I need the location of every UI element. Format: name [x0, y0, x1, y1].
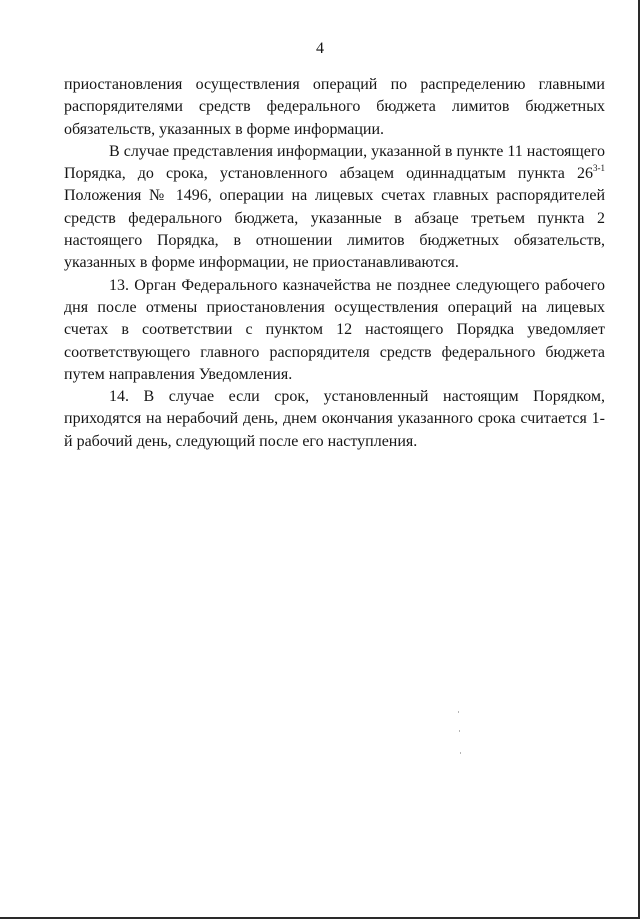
paragraph-text-before-superscript: В случае представления информации, указанной в пункте 11 настоящего Порядка, до срока, установленного абзацем одиннадцатым пункта 26	[64, 142, 605, 183]
document-body	[64, 74, 605, 453]
paragraph-item-14: 14. В случае если срок, установленный настоящим Порядком, приходятся на нерабочий день, днем окончания указанного срока считается 1-й рабочий день, следующий после его наступления.	[64, 388, 605, 450]
paragraph-continuation: приостановления осуществления операций по распределению главными распорядителями средств федерального бюджета лимитов бюджетных обязательств, указанных в форме информации.	[64, 76, 605, 138]
paragraph-item-13: 13. Орган Федерального казначейства не позднее следующего рабочего дня после отмены приостановления осуществления операций на лицевых счетах в соответствии с пунктом 12 настоящего Порядка уведомляет соответствующего главного распорядителя средств федерального бюджета путем направления Уведомления.	[64, 276, 605, 383]
superscript-reference: 3-1	[593, 163, 605, 174]
scan-speck	[458, 711, 459, 713]
paragraph-deadline-exception	[64, 141, 605, 275]
paragraph-text-after-superscript: Положения № 1496, операции на лицевых счетах главных распорядителей средств федерального бюджета, указанные в абзаце третьем пункта 2 настоящего Порядка, в отношении лимитов бюджетных обязательств, указанных в форме информации, не приостанавливаются.	[64, 187, 605, 272]
page-number: 4	[316, 40, 324, 57]
scan-speck	[460, 752, 461, 754]
scan-speck	[459, 730, 460, 732]
